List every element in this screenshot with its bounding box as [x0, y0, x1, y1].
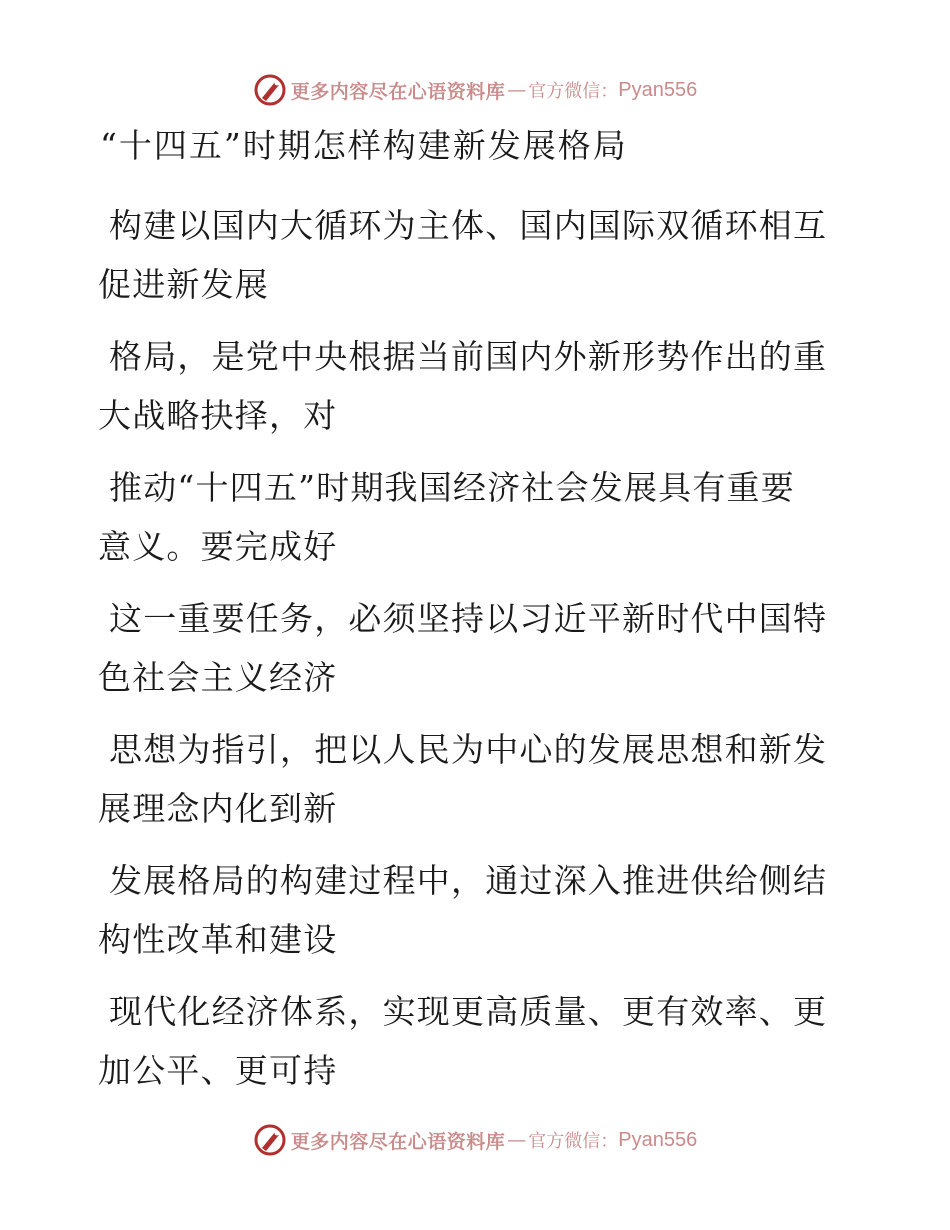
watermark-separator: — [507, 1129, 527, 1151]
paragraph [98, 589, 838, 707]
paragraph [98, 851, 838, 969]
pen-logo-icon [253, 73, 287, 107]
document-title: “十四五”时期怎样构建新发展格局 [100, 126, 628, 165]
header-watermark [0, 70, 950, 110]
paragraph [98, 720, 838, 838]
paragraph-line: 发展格局的构建过程中，通过深入推进供给侧结 [109, 861, 828, 900]
paragraph-line: 意义。要完成好 [98, 527, 338, 566]
paragraph-line: 促进新发展 [98, 265, 269, 304]
paragraph-line: 现代化经济体系，实现更高质量、更有效率、更 [109, 992, 828, 1031]
paragraph-line: 色社会主义经济 [98, 658, 338, 697]
document-body [98, 196, 838, 1113]
watermark-main-text: 更多内容尽在心语资料库 [290, 1130, 506, 1153]
watermark-main-text: 更多内容尽在心语资料库 [290, 80, 506, 103]
paragraph [98, 196, 838, 314]
paragraph-line: 这一重要任务，必须坚持以习近平新时代中国特 [109, 599, 828, 638]
pen-logo-icon [253, 1123, 287, 1157]
footer-watermark [0, 1120, 950, 1160]
paragraph-line: 展理念内化到新 [98, 789, 338, 828]
paragraph-line: 推动“十四五”时期我国经济社会发展具有重要 [109, 468, 795, 507]
paragraph-line: 构性改革和建设 [98, 920, 338, 959]
watermark-separator: — [507, 79, 527, 101]
paragraph [98, 982, 838, 1100]
watermark-sub-text: 官方微信： [528, 1131, 619, 1152]
paragraph-line: 思想为指引，把以人民为中心的发展思想和新发 [109, 730, 828, 769]
watermark-wechat-id: Pyan556 [618, 1128, 698, 1151]
paragraph-line: 大战略抉择，对 [98, 396, 338, 435]
paragraph [98, 458, 838, 576]
watermark-sub-text: 官方微信： [528, 81, 619, 102]
paragraph-line: 加公平、更可持 [98, 1051, 338, 1090]
paragraph [98, 327, 838, 445]
paragraph-line: 构建以国内大循环为主体、国内国际双循环相互 [109, 206, 828, 245]
watermark-wechat-id: Pyan556 [618, 78, 698, 101]
paragraph-line: 格局，是党中央根据当前国内外新形势作出的重 [109, 337, 828, 376]
